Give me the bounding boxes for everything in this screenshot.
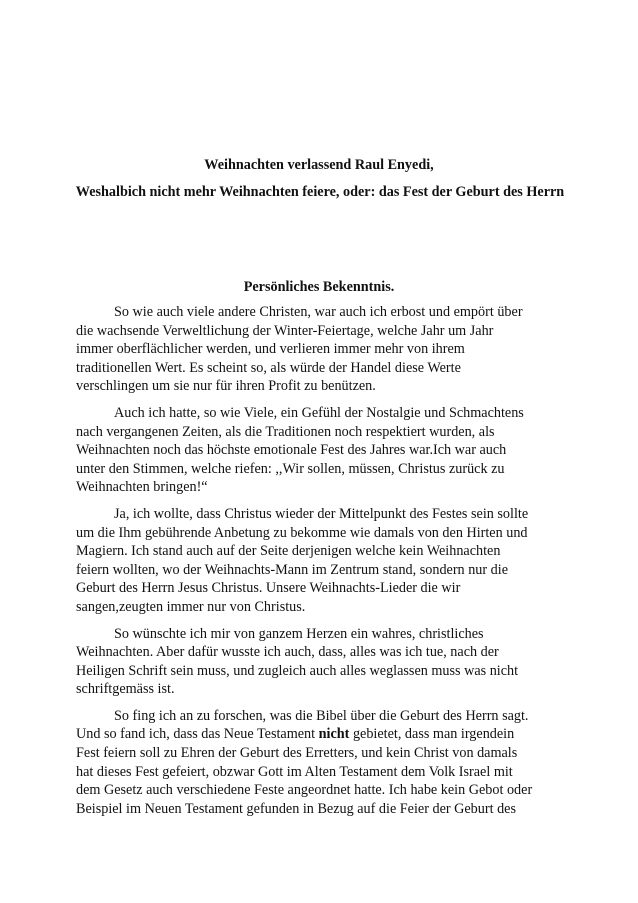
paragraph-line: hat dieses Fest gefeiert, obzwar Gott im Alten Testament dem Volk Israel mit [76, 763, 513, 780]
paragraph-line: Fest feiern soll zu Ehren der Geburt des Erretters, und kein Christ von damals [76, 745, 518, 762]
paragraph-5 [76, 707, 566, 819]
document-title: Weihnachten verlassend Raul Enyedi, [204, 157, 434, 173]
paragraph-line: schriftgemäss ist. [76, 681, 175, 698]
emphasis-nicht: nicht [318, 726, 350, 743]
paragraph-line: feiern wollten, wo der Weihnachts-Mann im Zentrum stand, sondern nur die [76, 561, 508, 578]
paragraph-line: immer oberflächlicher werden, und verlieren immer mehr von ihrem [76, 341, 465, 358]
paragraph-line: nach vergangenen Zeiten, als die Traditionen noch respektiert wurden, als [76, 423, 495, 440]
paragraph-line: Weihnachten. Aber dafür wusste ich auch, dass, alles was ich tue, nach der [76, 644, 499, 661]
paragraph-line: dem Gesetz auch verschiedene Feste angeordnet hatte. Ich habe kein Gebot oder [76, 782, 533, 799]
paragraph-line: Weihnachten noch das höchste emotionale Fest des Jahres war.Ich war auch [76, 442, 507, 459]
paragraph-line: Ja, ich wollte, dass Christus wieder der Mittelpunkt des Festes sein sollte [114, 505, 529, 522]
section-heading: Persönliches Bekenntnis. [243, 279, 395, 295]
paragraph-line: Auch ich hatte, so wie Viele, ein Gefühl der Nostalgie und Schmachtens [114, 404, 524, 421]
paragraph-3 [76, 505, 566, 617]
paragraph-line-with-emphasis [76, 725, 566, 744]
paragraph-line: verschlingen um sie nur für ihren Profit zu benützen. [76, 378, 376, 395]
paragraph-line: unter den Stimmen, welche riefen: ,,Wir sollen, müssen, Christus zurück zu [76, 460, 505, 477]
paragraph-line: Heiligen Schrift sein muss, und zugleich auch alles weglassen muss was nicht [76, 662, 519, 679]
paragraph-line: Weihnachten bringen!“ [76, 479, 208, 496]
paragraph-line: So wünschte ich mir von ganzem Herzen ein wahres, christliches [114, 625, 484, 642]
paragraph-line: die wachsende Verweltlichung der Winter-Feiertage, welche Jahr um Jahr [76, 322, 494, 339]
paragraph-line: So wie auch viele andere Christen, war auch ich erbost und empört über [114, 304, 523, 320]
paragraph-2 [76, 404, 566, 497]
document-body [76, 303, 566, 826]
paragraph-1 [76, 303, 566, 396]
paragraph-line: um die Ihm gebührende Anbetung zu bekomme wie damals von den Hirten und [76, 524, 528, 541]
paragraph-line: traditionellen Wert. Es scheint so, als würde der Handel diese Werte [76, 359, 461, 376]
paragraph-4 [76, 625, 566, 699]
paragraph-line: Beispiel im Neuen Testament gefunden in Bezug auf die Feier der Geburt des [76, 800, 516, 817]
line-text: gebietet, dass man irgendein [349, 726, 515, 743]
line-text: Und so fand ich, dass das Neue Testament [76, 726, 319, 743]
paragraph-line: So fing ich an zu forschen, was die Bibel über die Geburt des Herrn sagt. [114, 707, 529, 724]
document-subtitle: Weshalbich nicht mehr Weihnachten feiere, oder: das Fest der Geburt des Herrn [75, 184, 565, 200]
paragraph-line: Geburt des Herrn Jesus Christus. Unsere Weihnachts-Lieder die wir [76, 580, 461, 597]
paragraph-line: sangen,zeugten immer nur von Christus. [76, 598, 306, 615]
paragraph-line: Magiern. Ich stand auch auf der Seite derjenigen welche kein Weihnachten [76, 543, 501, 560]
